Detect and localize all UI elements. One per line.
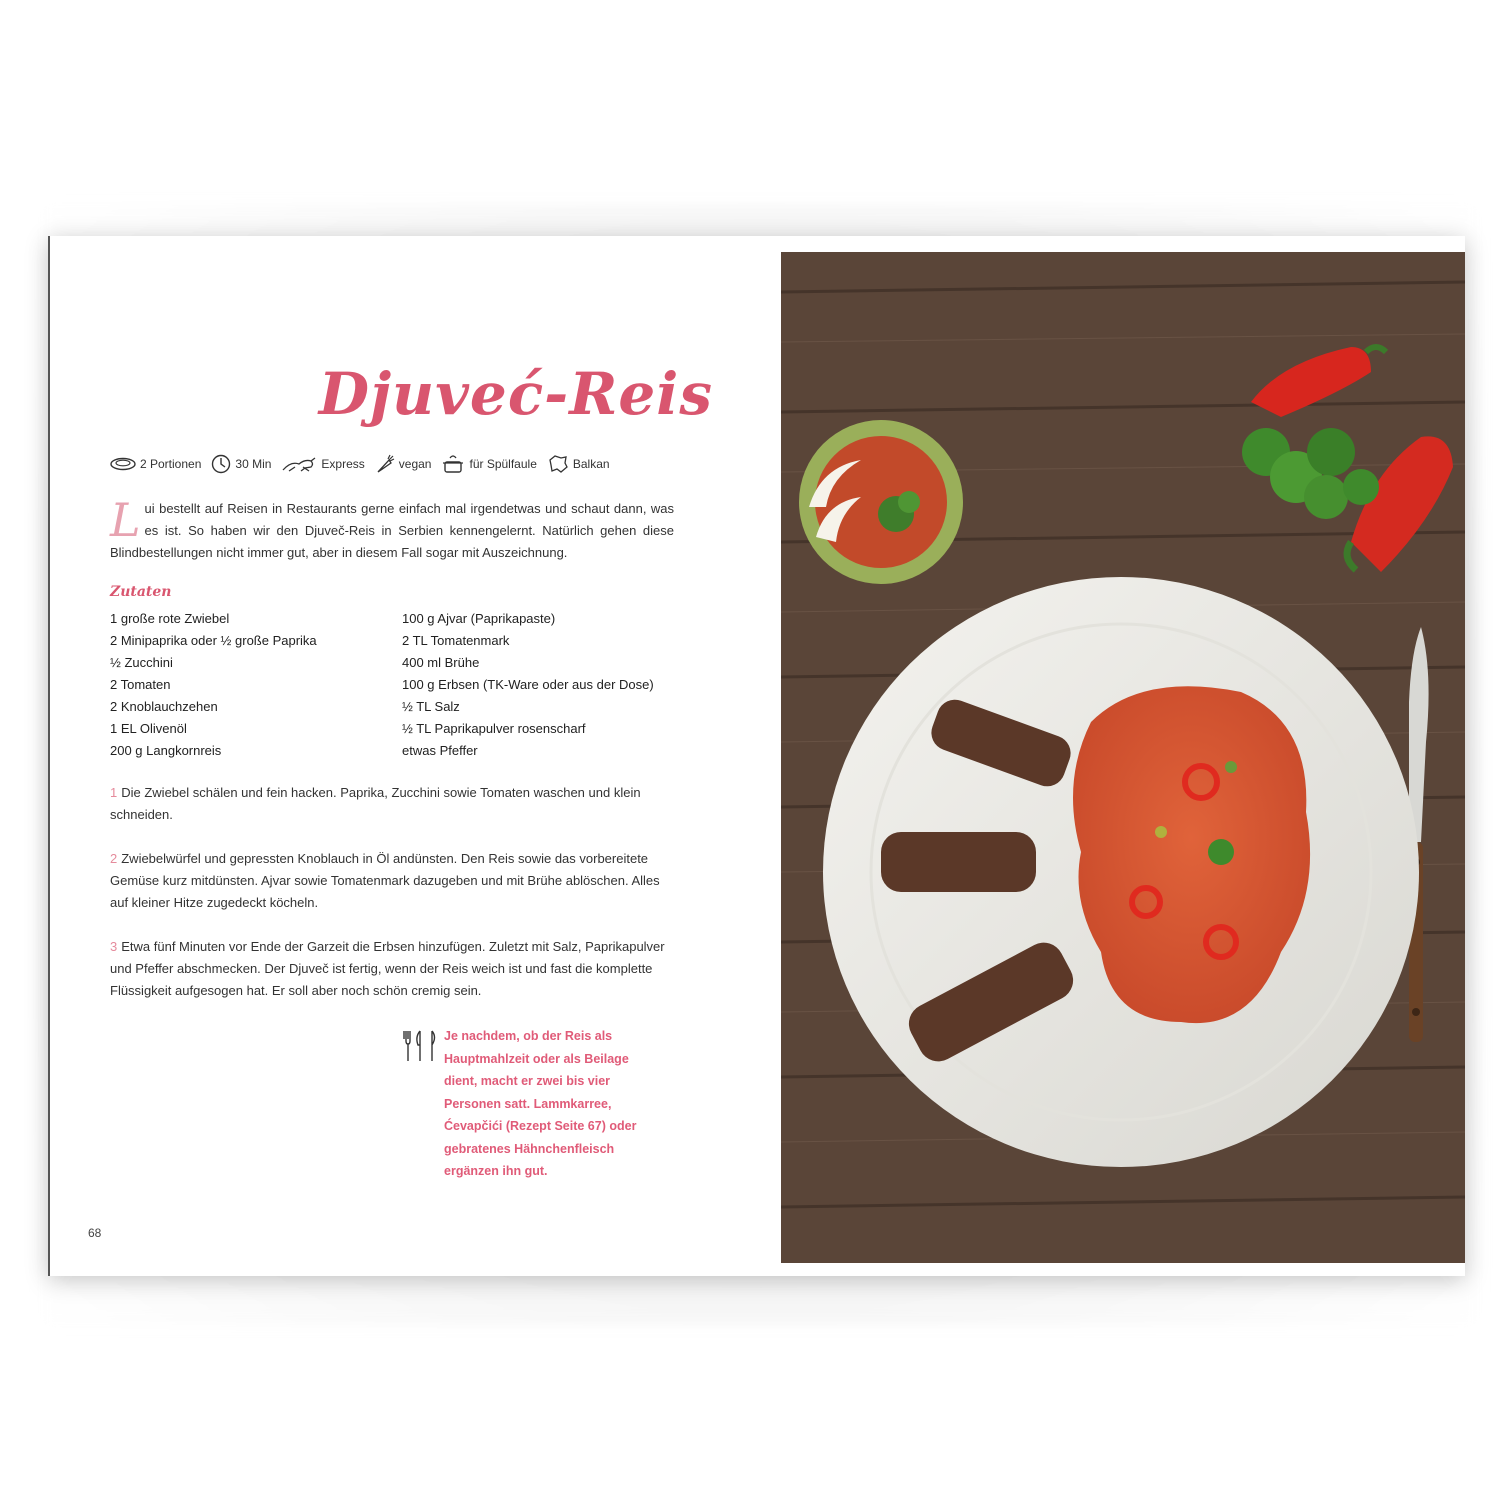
plate-icon [110,457,136,471]
left-page [48,236,781,1276]
ingredient-item: 100 g Erbsen (TK-Ware oder aus der Dose) [402,677,654,692]
ingredient-item: 400 ml Brühe [402,655,480,670]
ingredient-item: ½ TL Paprikapulver rosenscharf [402,721,586,736]
ingredients-list-left [110,608,390,762]
ingredients-list-right [402,608,692,762]
intro-text: ui bestellt auf Reisen in Restaurants gerne einfach mal irgendetwas und schaut dann, was es ist. So haben wir den Djuveč-Reis in Serbien kennengelernt. Natürlich gehen diese Blindbestellungen nicht immer gut, aber in diesem Fall sogar mit Auszeichnung. [110,501,674,560]
book-spread [48,236,1465,1276]
ingredient-item: etwas Pfeffer [402,743,478,758]
ajvar-bowl [799,420,963,584]
intro-paragraph [110,493,674,564]
meta-cuisine [547,454,610,474]
meta-time [211,454,271,474]
ingredient-item: 1 große rote Zwiebel [110,611,230,626]
serving-tip: Je nachdem, ob der Reis als Hauptmahlzeit oder als Beilage dient, macht er zwei bis vier Personen satt. Lammkarree, Ćevapčići (Rezept Seite 67) oder gebratenes Hähnchenfleisch ergänzen ihn gut. [444,1029,637,1178]
ingredient-item: 2 Minipaprika oder ½ große Paprika [110,633,317,648]
meta-portions-label: 2 Portionen [140,457,202,471]
cutlery-icon [402,1029,438,1063]
right-page [781,236,1465,1276]
step-3 [110,936,674,1002]
meta-portions [110,457,201,471]
step-number: 3 [110,939,118,954]
meta-time-label: 30 Min [235,457,272,471]
ingredient-item: ½ TL Salz [402,699,460,714]
step-text: Etwa fünf Minuten vor Ende der Garzeit die Erbsen hinzufügen. Zuletzt mit Salz, Paprikapulver und Pfeffer abschmecken. Der Djuveč ist fertig, wenn der Reis weich ist und fast die komplette Flüssigkeit aufgesogen hat. Er soll aber noch schön cremig sein. [110,939,665,998]
page-number: 68 [88,1226,102,1240]
ingredient-item: 1 EL Olivenöl [110,721,187,736]
step-1 [110,782,674,826]
meta-cleanup [441,454,536,474]
meta-diet-label: vegan [398,457,432,471]
meta-speed [281,455,364,473]
step-2 [110,848,674,914]
ingredient-item: ½ Zucchini [110,655,173,670]
ingredient-item: 100 g Ajvar (Paprikapaste) [402,611,556,626]
carrot-icon [375,454,395,474]
rabbit-icon [281,455,317,473]
recipe-meta-bar [110,454,620,474]
step-text: Die Zwiebel schälen und fein hacken. Paprika, Zucchini sowie Tomaten waschen und klein schneiden. [110,785,641,822]
clock-icon [211,454,231,474]
dish-photo [781,252,1465,1263]
ingredients-heading: Zutaten [110,584,172,600]
step-number: 1 [110,785,118,800]
step-text: Zwiebelwürfel und gepressten Knoblauch in Öl andünsten. Den Reis sowie das vorbereitete Gemüse kurz mitdünsten. Ajvar sowie Tomatenmark dazugeben und mit Brühe ablöschen. Alles auf kleiner Hitze zugedeckt köcheln. [110,851,660,910]
meta-cuisine-label: Balkan [572,457,610,471]
meta-speed-label: Express [321,457,365,471]
recipe-title: Djuveć-Reis [318,360,713,428]
meta-diet [375,454,432,474]
meta-cleanup-label: für Spülfaule [469,457,537,471]
pot-icon [441,454,465,474]
ingredient-item: 2 TL Tomatenmark [402,633,510,648]
ingredient-item: 2 Knoblauchzehen [110,699,218,714]
ingredient-item: 200 g Langkornreis [110,743,222,758]
region-icon [547,454,569,474]
step-number: 2 [110,851,118,866]
intro-dropcap: L [110,493,141,547]
ingredient-item: 2 Tomaten [110,677,171,692]
